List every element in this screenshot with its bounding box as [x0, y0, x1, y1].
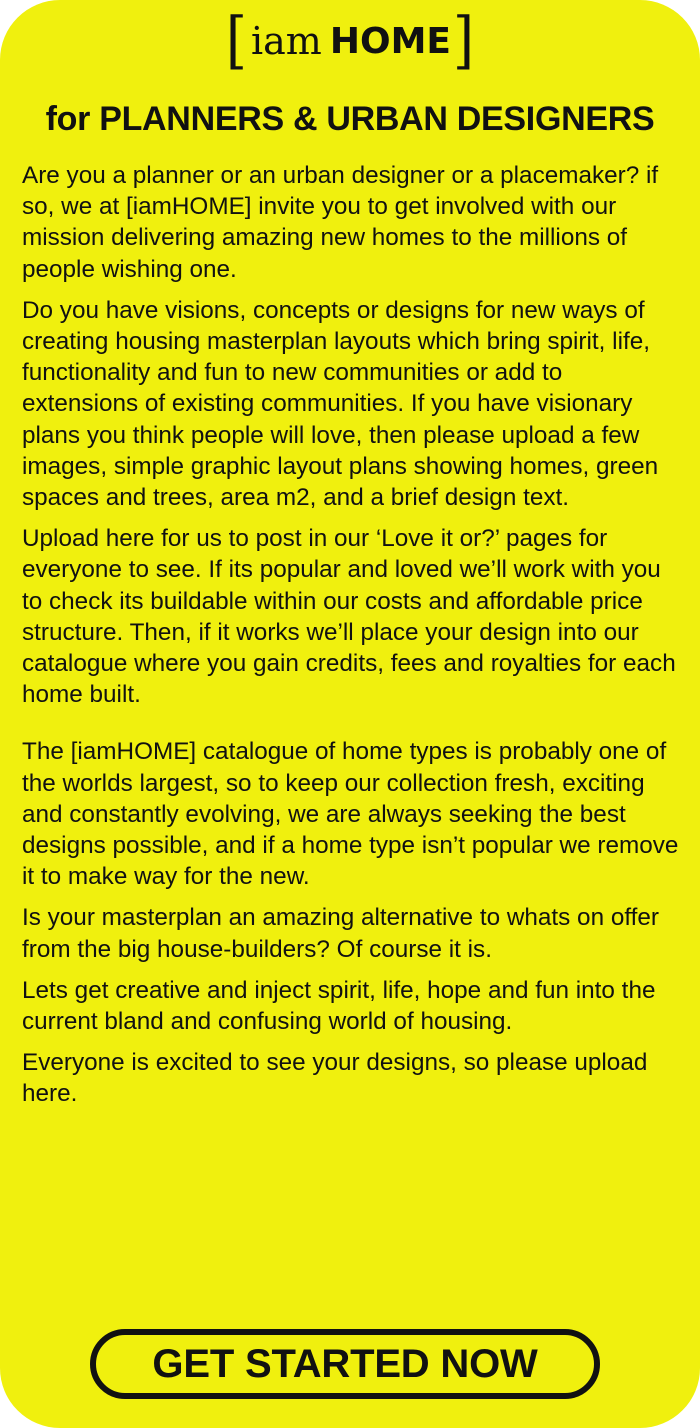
iamhome-logo — [0, 4, 700, 77]
logo-open-bracket: [ — [225, 4, 247, 77]
paragraph-upload: Upload here for us to post in our ‘Love it or?’ pages for everyone to see. If its popular and loved we’ll work with you to check its buildable within our costs and affordable price structure. Then, if it works we’ll place your design into our catalogue where you gain credits, fees and royalties for each home built. — [22, 525, 676, 709]
get-started-button[interactable]: GET STARTED NOW — [90, 1329, 600, 1399]
paragraph-catalogue: The [iamHOME] catalogue of home types is probably one of the worlds largest, so to keep our collection fresh, exciting and constantly evolving, we are always seeking the best designs possible, and if a home type isn’t popular we remove it to make way for the new. — [22, 738, 679, 891]
paragraph-intro: Are you a planner or an urban designer or a placemaker? if so, we at [iamHOME] invite you to get involved with our mission delivering amazing new homes to the millions of people wishing one. — [22, 162, 659, 283]
paragraph-creative: Lets get creative and inject spirit, life, hope and fun into the current bland and confusing world of housing. — [22, 976, 656, 1036]
paragraph-alternative: Is your masterplan an amazing alternative to whats on offer from the big house-builders? Of course it is. — [22, 904, 660, 963]
paragraph-excited: Everyone is excited to see your designs, so please upload here. — [22, 1049, 648, 1108]
logo-iam-text: iam — [251, 19, 322, 63]
logo-home-text: HOME — [329, 20, 451, 62]
intro-body — [22, 160, 682, 1120]
logo-close-bracket: ] — [453, 4, 475, 77]
paragraph-visions: Do you have visions, concepts or designs for new ways of creating housing masterplan layouts which bring spirit, life, functionality and fun to new communities or add to extensions of existing communities. If you have visionary plans you think people will love, then please upload a few images, simple graphic layout plans showing homes, green spaces and trees, area m2, and a brief design text. — [22, 296, 659, 512]
page-title: for PLANNERS & URBAN DESIGNERS — [45, 100, 655, 138]
